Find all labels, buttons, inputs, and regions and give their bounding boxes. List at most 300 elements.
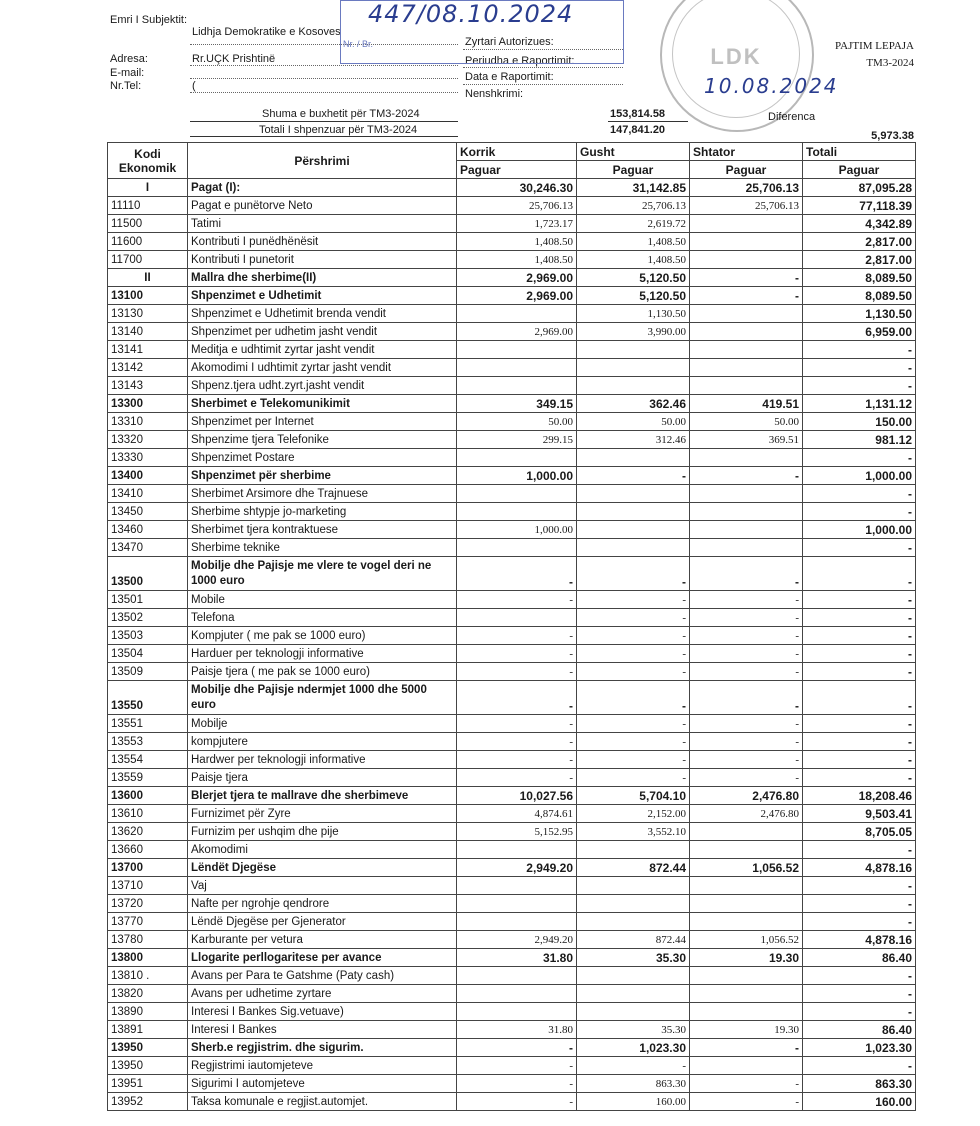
row-month-3-amount: -: [690, 645, 803, 663]
row-month-2-amount: [577, 377, 690, 395]
table-row: [108, 449, 916, 467]
table-row: [108, 823, 916, 841]
col-month-1-header: Korrik: [457, 143, 577, 161]
row-total-amount: 4,342.89: [803, 215, 916, 233]
row-code: 11110: [108, 197, 188, 215]
row-month-2-amount: [577, 985, 690, 1003]
row-total-amount: 8,705.05: [803, 823, 916, 841]
row-total-amount: -: [803, 609, 916, 627]
date-label: Data e Raportimit:: [465, 71, 554, 83]
row-month-3-amount: -: [690, 751, 803, 769]
table-row: [108, 967, 916, 985]
row-month-2-amount: 2,152.00: [577, 805, 690, 823]
budget-rule: [190, 121, 458, 122]
table-row: [108, 841, 916, 859]
row-month-3-amount: 1,056.52: [690, 931, 803, 949]
row-month-3-amount: [690, 521, 803, 539]
row-month-1-amount: 4,874.61: [457, 805, 577, 823]
row-description: Sherbimet tjera kontraktuese: [188, 521, 457, 539]
row-total-amount: -: [803, 841, 916, 859]
row-month-2-amount: 31,142.85: [577, 179, 690, 197]
col-total-header: Totali: [803, 143, 916, 161]
row-month-2-amount: 872.44: [577, 859, 690, 877]
row-total-amount: 1,130.50: [803, 305, 916, 323]
row-description: Akomodimi: [188, 841, 457, 859]
row-code: I: [108, 179, 188, 197]
row-month-3-amount: -: [690, 681, 803, 715]
row-month-2-amount: 362.46: [577, 395, 690, 413]
row-month-2-amount: [577, 503, 690, 521]
row-description: Paisje tjera: [188, 769, 457, 787]
phone-value: (: [192, 80, 196, 92]
expense-table-body: [108, 179, 916, 1111]
row-month-1-amount: [457, 539, 577, 557]
row-month-2-amount: -: [577, 645, 690, 663]
row-code: 13891: [108, 1021, 188, 1039]
row-description: Harduer per teknologji informative: [188, 645, 457, 663]
row-description: Sherbimet Arsimore dhe Trajnuese: [188, 485, 457, 503]
handwritten-seal-date: 10.08.2024: [704, 74, 839, 98]
row-month-2-amount: 50.00: [577, 413, 690, 431]
row-code: 13770: [108, 913, 188, 931]
row-code: 13820: [108, 985, 188, 1003]
row-month-1-amount: -: [457, 663, 577, 681]
table-row: [108, 609, 916, 627]
row-code: 13300: [108, 395, 188, 413]
row-month-3-amount: 25,706.13: [690, 179, 803, 197]
row-code: 13509: [108, 663, 188, 681]
row-total-amount: -: [803, 985, 916, 1003]
table-row: [108, 1075, 916, 1093]
row-month-2-amount: 312.46: [577, 431, 690, 449]
row-month-2-amount: [577, 895, 690, 913]
row-total-amount: -: [803, 377, 916, 395]
row-month-1-amount: [457, 985, 577, 1003]
row-month-2-amount: -: [577, 627, 690, 645]
row-description: Kontributi I punetorit: [188, 251, 457, 269]
row-description: Sigurimi I automjeteve: [188, 1075, 457, 1093]
row-month-3-amount: -: [690, 715, 803, 733]
table-row: [108, 859, 916, 877]
row-description: Paisje tjera ( me pak se 1000 euro): [188, 663, 457, 681]
address-label: Adresa:: [110, 53, 148, 65]
row-month-2-amount: 160.00: [577, 1093, 690, 1111]
row-month-2-amount: 5,120.50: [577, 287, 690, 305]
row-month-1-amount: [457, 503, 577, 521]
col-month-3-subheader: Paguar: [690, 161, 803, 179]
email-underline: [190, 78, 458, 79]
row-code: 13141: [108, 341, 188, 359]
table-row: [108, 305, 916, 323]
col-total-subheader: Paguar: [803, 161, 916, 179]
row-month-1-amount: -: [457, 645, 577, 663]
row-code: 13320: [108, 431, 188, 449]
row-month-1-amount: -: [457, 1075, 577, 1093]
row-month-2-amount: -: [577, 751, 690, 769]
col-code-header: Kodi Ekonomik: [108, 143, 188, 179]
table-row: [108, 1021, 916, 1039]
row-code: 11500: [108, 215, 188, 233]
row-month-1-amount: 2,969.00: [457, 323, 577, 341]
row-month-1-amount: -: [457, 1039, 577, 1057]
row-month-1-amount: 5,152.95: [457, 823, 577, 841]
row-total-amount: 86.40: [803, 949, 916, 967]
row-month-1-amount: 31.80: [457, 949, 577, 967]
row-description: Tatimi: [188, 215, 457, 233]
row-month-3-amount: 19.30: [690, 1021, 803, 1039]
row-description: Sherb.e regjistrim. dhe sigurim.: [188, 1039, 457, 1057]
table-row: [108, 769, 916, 787]
row-total-amount: 1,131.12: [803, 395, 916, 413]
row-code: 13700: [108, 859, 188, 877]
table-row: [108, 805, 916, 823]
row-month-2-amount: 25,706.13: [577, 197, 690, 215]
table-row: [108, 663, 916, 681]
row-description: Sherbimet e Telekomunikimit: [188, 395, 457, 413]
stamp-box-label: Nr. / Br.: [343, 39, 374, 49]
table-row: [108, 359, 916, 377]
row-month-1-amount: [457, 895, 577, 913]
row-description: Mallra dhe sherbime(II): [188, 269, 457, 287]
table-row: [108, 787, 916, 805]
row-code: 13553: [108, 733, 188, 751]
table-row: [108, 287, 916, 305]
table-row: [108, 341, 916, 359]
budget-label: Shuma e buxhetit për TM3-2024: [262, 108, 420, 120]
row-month-3-amount: 2,476.80: [690, 805, 803, 823]
date-underline: [463, 84, 623, 85]
row-month-3-amount: 50.00: [690, 413, 803, 431]
row-total-amount: -: [803, 681, 916, 715]
table-row: [108, 931, 916, 949]
row-code: 11700: [108, 251, 188, 269]
row-month-2-amount: [577, 539, 690, 557]
row-month-3-amount: [690, 341, 803, 359]
row-description: Regjistrimi iautomjeteve: [188, 1057, 457, 1075]
row-code: 13310: [108, 413, 188, 431]
subject-value: Lidhja Demokratike e Kosoves: [192, 26, 341, 38]
row-description: Avans per udhetime zyrtare: [188, 985, 457, 1003]
table-row: [108, 485, 916, 503]
row-description: Blerjet tjera te mallrave dhe sherbimeve: [188, 787, 457, 805]
row-description: Furnizimet për Zyre: [188, 805, 457, 823]
row-description: Mobile: [188, 591, 457, 609]
table-row: [108, 1039, 916, 1057]
row-month-3-amount: -: [690, 287, 803, 305]
row-code: 13450: [108, 503, 188, 521]
row-month-2-amount: 3,552.10: [577, 823, 690, 841]
row-month-1-amount: [457, 913, 577, 931]
row-month-2-amount: -: [577, 557, 690, 591]
table-row: [108, 377, 916, 395]
address-underline: [190, 65, 458, 66]
row-total-amount: 1,000.00: [803, 467, 916, 485]
col-description-header: Përshrimi: [188, 143, 457, 179]
row-month-1-amount: -: [457, 769, 577, 787]
row-description: Pagat (I):: [188, 179, 457, 197]
row-description: Shpenzimet per udhetim jasht vendit: [188, 323, 457, 341]
row-month-2-amount: [577, 877, 690, 895]
row-total-amount: 9,503.41: [803, 805, 916, 823]
table-row: [108, 715, 916, 733]
row-month-1-amount: -: [457, 733, 577, 751]
row-total-amount: 981.12: [803, 431, 916, 449]
row-month-2-amount: -: [577, 467, 690, 485]
row-total-amount: 1,023.30: [803, 1039, 916, 1057]
row-month-1-amount: -: [457, 681, 577, 715]
row-month-3-amount: -: [690, 1093, 803, 1111]
row-description: Kontributi I punëdhënësit: [188, 233, 457, 251]
row-code: 13400: [108, 467, 188, 485]
row-code: 13610: [108, 805, 188, 823]
row-month-3-amount: [690, 323, 803, 341]
row-month-2-amount: 1,408.50: [577, 251, 690, 269]
row-total-amount: -: [803, 769, 916, 787]
row-total-amount: -: [803, 485, 916, 503]
row-total-amount: 77,118.39: [803, 197, 916, 215]
row-month-1-amount: 30,246.30: [457, 179, 577, 197]
row-description: Interesi I Bankes: [188, 1021, 457, 1039]
table-row: [108, 591, 916, 609]
row-description: Furnizim per ushqim dhe pije: [188, 823, 457, 841]
row-month-2-amount: -: [577, 1057, 690, 1075]
row-month-3-amount: -: [690, 591, 803, 609]
row-month-1-amount: -: [457, 591, 577, 609]
row-code: 13620: [108, 823, 188, 841]
row-month-1-amount: 1,408.50: [457, 251, 577, 269]
row-total-amount: 8,089.50: [803, 269, 916, 287]
row-total-amount: -: [803, 663, 916, 681]
row-description: Vaj: [188, 877, 457, 895]
expense-table: [107, 142, 916, 1111]
table-row: [108, 733, 916, 751]
table-row: [108, 431, 916, 449]
row-code: 13140: [108, 323, 188, 341]
row-total-amount: 87,095.28: [803, 179, 916, 197]
seal-initials: LDK: [710, 44, 762, 69]
spent-label: Totali I shpenzuar për TM3-2024: [259, 124, 418, 136]
subject-label: Emri I Subjektit:: [110, 14, 188, 26]
row-code: II: [108, 269, 188, 287]
row-month-1-amount: 2,949.20: [457, 859, 577, 877]
row-description: Shpenzime tjera Telefonike: [188, 431, 457, 449]
row-month-3-amount: [690, 539, 803, 557]
row-month-2-amount: -: [577, 681, 690, 715]
row-month-1-amount: 2,969.00: [457, 269, 577, 287]
row-description: Sherbime shtypje jo-marketing: [188, 503, 457, 521]
budget-value: 153,814.58: [610, 108, 666, 120]
row-total-amount: -: [803, 503, 916, 521]
row-code: 13660: [108, 841, 188, 859]
row-total-amount: 1,000.00: [803, 521, 916, 539]
row-month-1-amount: 10,027.56: [457, 787, 577, 805]
row-description: Shpenzimet e Udhetimit brenda vendit: [188, 305, 457, 323]
row-month-2-amount: -: [577, 609, 690, 627]
row-code: 13600: [108, 787, 188, 805]
row-month-1-amount: 1,723.17: [457, 215, 577, 233]
row-total-amount: 160.00: [803, 1093, 916, 1111]
row-month-1-amount: 2,969.00: [457, 287, 577, 305]
row-month-1-amount: -: [457, 751, 577, 769]
row-month-3-amount: [690, 305, 803, 323]
period-underline: [463, 67, 623, 68]
table-row: [108, 645, 916, 663]
row-code: 13780: [108, 931, 188, 949]
official-name: PAJTIM LEPAJA: [835, 40, 914, 52]
row-month-2-amount: 1,408.50: [577, 233, 690, 251]
row-month-3-amount: [690, 1003, 803, 1021]
row-code: 13100: [108, 287, 188, 305]
row-total-amount: 18,208.46: [803, 787, 916, 805]
col-month-2-header: Gusht: [577, 143, 690, 161]
row-month-3-amount: [690, 1057, 803, 1075]
row-total-amount: 4,878.16: [803, 859, 916, 877]
row-month-2-amount: 5,120.50: [577, 269, 690, 287]
table-row: [108, 467, 916, 485]
row-month-2-amount: [577, 359, 690, 377]
col-month-3-header: Shtator: [690, 143, 803, 161]
table-row: [108, 949, 916, 967]
row-total-amount: -: [803, 913, 916, 931]
row-description: Mobilje dhe Pajisje me vlere te vogel deri ne 1000 euro: [188, 557, 457, 591]
table-row: [108, 751, 916, 769]
row-code: 13142: [108, 359, 188, 377]
row-total-amount: -: [803, 1057, 916, 1075]
row-code: 13952: [108, 1093, 188, 1111]
row-total-amount: -: [803, 895, 916, 913]
row-total-amount: -: [803, 557, 916, 591]
row-total-amount: -: [803, 539, 916, 557]
row-month-1-amount: [457, 305, 577, 323]
table-row: [108, 215, 916, 233]
col-month-2-subheader: Paguar: [577, 161, 690, 179]
row-code: 13810 .: [108, 967, 188, 985]
table-row: [108, 251, 916, 269]
row-month-1-amount: [457, 609, 577, 627]
row-month-3-amount: [690, 877, 803, 895]
row-month-3-amount: -: [690, 557, 803, 591]
row-month-2-amount: -: [577, 733, 690, 751]
row-description: Shpenzimet e Udhetimit: [188, 287, 457, 305]
table-row: [108, 503, 916, 521]
row-month-3-amount: -: [690, 1039, 803, 1057]
row-code: 13800: [108, 949, 188, 967]
row-month-1-amount: -: [457, 627, 577, 645]
row-month-3-amount: [690, 251, 803, 269]
row-description: Kompjuter ( me pak se 1000 euro): [188, 627, 457, 645]
row-month-1-amount: [457, 377, 577, 395]
row-code: 13503: [108, 627, 188, 645]
row-description: Nafte per ngrohje qendrore: [188, 895, 457, 913]
row-code: 13143: [108, 377, 188, 395]
official-label: Zyrtari Autorizues:: [465, 36, 554, 48]
row-month-2-amount: 872.44: [577, 931, 690, 949]
row-month-3-amount: -: [690, 467, 803, 485]
phone-underline: [190, 92, 458, 93]
spent-value: 147,841.20: [610, 124, 666, 136]
row-month-3-amount: -: [690, 733, 803, 751]
row-month-3-amount: [690, 841, 803, 859]
row-month-2-amount: [577, 841, 690, 859]
row-total-amount: -: [803, 877, 916, 895]
row-month-1-amount: 50.00: [457, 413, 577, 431]
row-description: Lëndë Djegëse per Gjenerator: [188, 913, 457, 931]
row-month-2-amount: -: [577, 769, 690, 787]
row-total-amount: -: [803, 591, 916, 609]
row-description: Mobilje dhe Pajisje ndermjet 1000 dhe 5000 euro: [188, 681, 457, 715]
row-description: Shpenz.tjera udht.zyrt.jasht vendit: [188, 377, 457, 395]
row-month-3-amount: [690, 377, 803, 395]
row-month-1-amount: 31.80: [457, 1021, 577, 1039]
row-description: Sherbime teknike: [188, 539, 457, 557]
row-code: 13501: [108, 591, 188, 609]
row-total-amount: 2,817.00: [803, 251, 916, 269]
row-total-amount: -: [803, 1003, 916, 1021]
row-month-2-amount: [577, 485, 690, 503]
row-month-2-amount: -: [577, 715, 690, 733]
row-month-2-amount: [577, 1003, 690, 1021]
row-month-3-amount: -: [690, 1075, 803, 1093]
row-code: 13559: [108, 769, 188, 787]
row-code: 13470: [108, 539, 188, 557]
row-description: Meditja e udhtimit zyrtar jasht vendit: [188, 341, 457, 359]
row-total-amount: 4,878.16: [803, 931, 916, 949]
row-description: Shpenzimet Postare: [188, 449, 457, 467]
row-month-3-amount: 369.51: [690, 431, 803, 449]
row-month-2-amount: [577, 967, 690, 985]
row-code: 13504: [108, 645, 188, 663]
table-row: [108, 681, 916, 715]
row-month-3-amount: [690, 233, 803, 251]
row-description: Karburante per vetura: [188, 931, 457, 949]
row-month-3-amount: [690, 215, 803, 233]
difference-label: Diferenca: [768, 111, 816, 123]
row-code: 13950: [108, 1039, 188, 1057]
row-month-3-amount: 419.51: [690, 395, 803, 413]
row-month-1-amount: [457, 341, 577, 359]
row-total-amount: -: [803, 967, 916, 985]
row-month-1-amount: -: [457, 557, 577, 591]
table-row: [108, 323, 916, 341]
row-total-amount: -: [803, 733, 916, 751]
row-total-amount: -: [803, 449, 916, 467]
table-row: [108, 233, 916, 251]
address-value: Rr.UÇK Prishtinë: [192, 53, 276, 65]
table-row: [108, 1057, 916, 1075]
row-description: Taksa komunale e regjist.automjet.: [188, 1093, 457, 1111]
row-month-1-amount: [457, 449, 577, 467]
table-row: [108, 913, 916, 931]
row-month-1-amount: 349.15: [457, 395, 577, 413]
row-month-1-amount: -: [457, 1093, 577, 1111]
row-month-1-amount: [457, 967, 577, 985]
table-row: [108, 557, 916, 591]
row-description: Shpenzimet per Internet: [188, 413, 457, 431]
row-month-3-amount: 1,056.52: [690, 859, 803, 877]
row-code: 13460: [108, 521, 188, 539]
row-month-3-amount: -: [690, 269, 803, 287]
row-code: 13720: [108, 895, 188, 913]
row-description: Lëndët Djegëse: [188, 859, 457, 877]
email-label: E-mail:: [110, 67, 145, 79]
table-row: [108, 395, 916, 413]
period-label: Periudha e Raportimit:: [465, 55, 575, 67]
row-month-1-amount: 1,000.00: [457, 521, 577, 539]
row-month-2-amount: 863.30: [577, 1075, 690, 1093]
row-code: 13950: [108, 1057, 188, 1075]
table-row: [108, 895, 916, 913]
row-month-2-amount: 3,990.00: [577, 323, 690, 341]
